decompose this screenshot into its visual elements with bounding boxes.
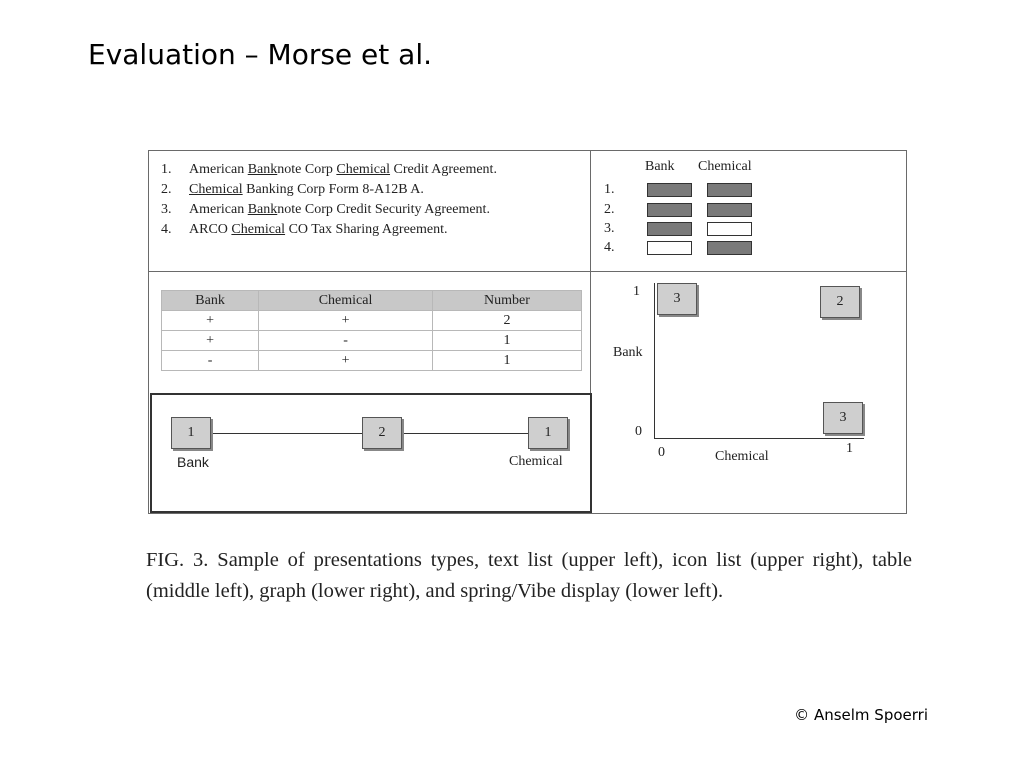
icon-row-number: 1.: [604, 182, 615, 197]
text-list-item: [161, 220, 497, 240]
item-number: 2.: [161, 182, 172, 197]
chemical-cell: [707, 222, 752, 236]
y-tick-top: 1: [633, 284, 640, 299]
table-header-row: [162, 291, 582, 311]
x-tick-right: 1: [846, 441, 853, 456]
spring-label-chemical: Chemical: [509, 454, 563, 469]
table-row: [162, 311, 582, 331]
table-cell: 1: [432, 351, 581, 371]
spring-node-center: 2: [362, 417, 402, 449]
spring-node-chemical: 1: [528, 417, 568, 449]
spring-display: [150, 393, 592, 513]
icon-row-number: 3.: [604, 221, 615, 236]
figure-caption: FIG. 3. Sample of presentations types, text list (upper left), icon list (upper right), table (middle left), graph (lower right), and spring/Vibe display (lower left).: [146, 549, 912, 602]
spring-connector: [401, 433, 529, 434]
graph-point: 3: [657, 283, 697, 315]
item-number: 3.: [161, 202, 172, 217]
copyright-footer: © Anselm Spoerri: [794, 706, 928, 724]
spring-node-bank: 1: [171, 417, 211, 449]
bank-cell: [647, 222, 692, 236]
table-cell: 1: [432, 331, 581, 351]
item-text: ARCO Chemical CO Tax Sharing Agreement.: [189, 222, 448, 237]
column-header-chemical: Chemical: [259, 291, 433, 311]
graph-x-label: Chemical: [715, 449, 769, 464]
graph-y-axis: [654, 283, 655, 438]
horizontal-divider: [149, 271, 906, 272]
icon-header-bank: Bank: [645, 159, 675, 174]
item-number: 1.: [161, 162, 172, 177]
x-tick-left: 0: [658, 445, 665, 460]
text-list-item: [161, 160, 497, 180]
graph-point: 2: [820, 286, 860, 318]
graph-point: 3: [823, 402, 863, 434]
icon-row-number: 4.: [604, 240, 615, 255]
item-text: American Banknote Corp Chemical Credit Agreement.: [189, 162, 497, 177]
icon-row-number: 2.: [604, 202, 615, 217]
icon-row: [604, 239, 764, 259]
bank-cell: [647, 241, 692, 255]
chemical-cell: [707, 183, 752, 197]
text-list-item: [161, 200, 497, 220]
table-row: [162, 331, 582, 351]
table-cell: -: [259, 331, 433, 351]
table-cell: 2: [432, 311, 581, 331]
table-cell: +: [162, 331, 259, 351]
table-row: [162, 351, 582, 371]
spring-connector: [210, 433, 363, 434]
graph-x-axis: [654, 438, 864, 439]
table-cell: -: [162, 351, 259, 371]
table-cell: +: [259, 311, 433, 331]
item-text: American Banknote Corp Credit Security Agreement.: [189, 202, 490, 217]
icon-row: [604, 220, 764, 240]
icon-header-chemical: Chemical: [698, 159, 752, 174]
column-header-number: Number: [432, 291, 581, 311]
table-cell: +: [259, 351, 433, 371]
bank-cell: [647, 203, 692, 217]
icon-row: [604, 181, 764, 201]
graph-y-label: Bank: [613, 345, 643, 360]
icon-row: [604, 201, 764, 221]
item-number: 4.: [161, 222, 172, 237]
y-tick-bottom: 0: [635, 424, 642, 439]
bank-cell: [647, 183, 692, 197]
slide-title: Evaluation – Morse et al.: [88, 38, 432, 71]
data-table: [161, 290, 582, 371]
text-list: [161, 160, 497, 240]
chemical-cell: [707, 241, 752, 255]
table-cell: +: [162, 311, 259, 331]
column-header-bank: Bank: [162, 291, 259, 311]
text-list-item: [161, 180, 497, 200]
chemical-cell: [707, 203, 752, 217]
figure-panel: [148, 150, 907, 514]
spring-label-bank: Bank: [177, 454, 209, 470]
item-text: Chemical Banking Corp Form 8-A12B A.: [189, 182, 424, 197]
